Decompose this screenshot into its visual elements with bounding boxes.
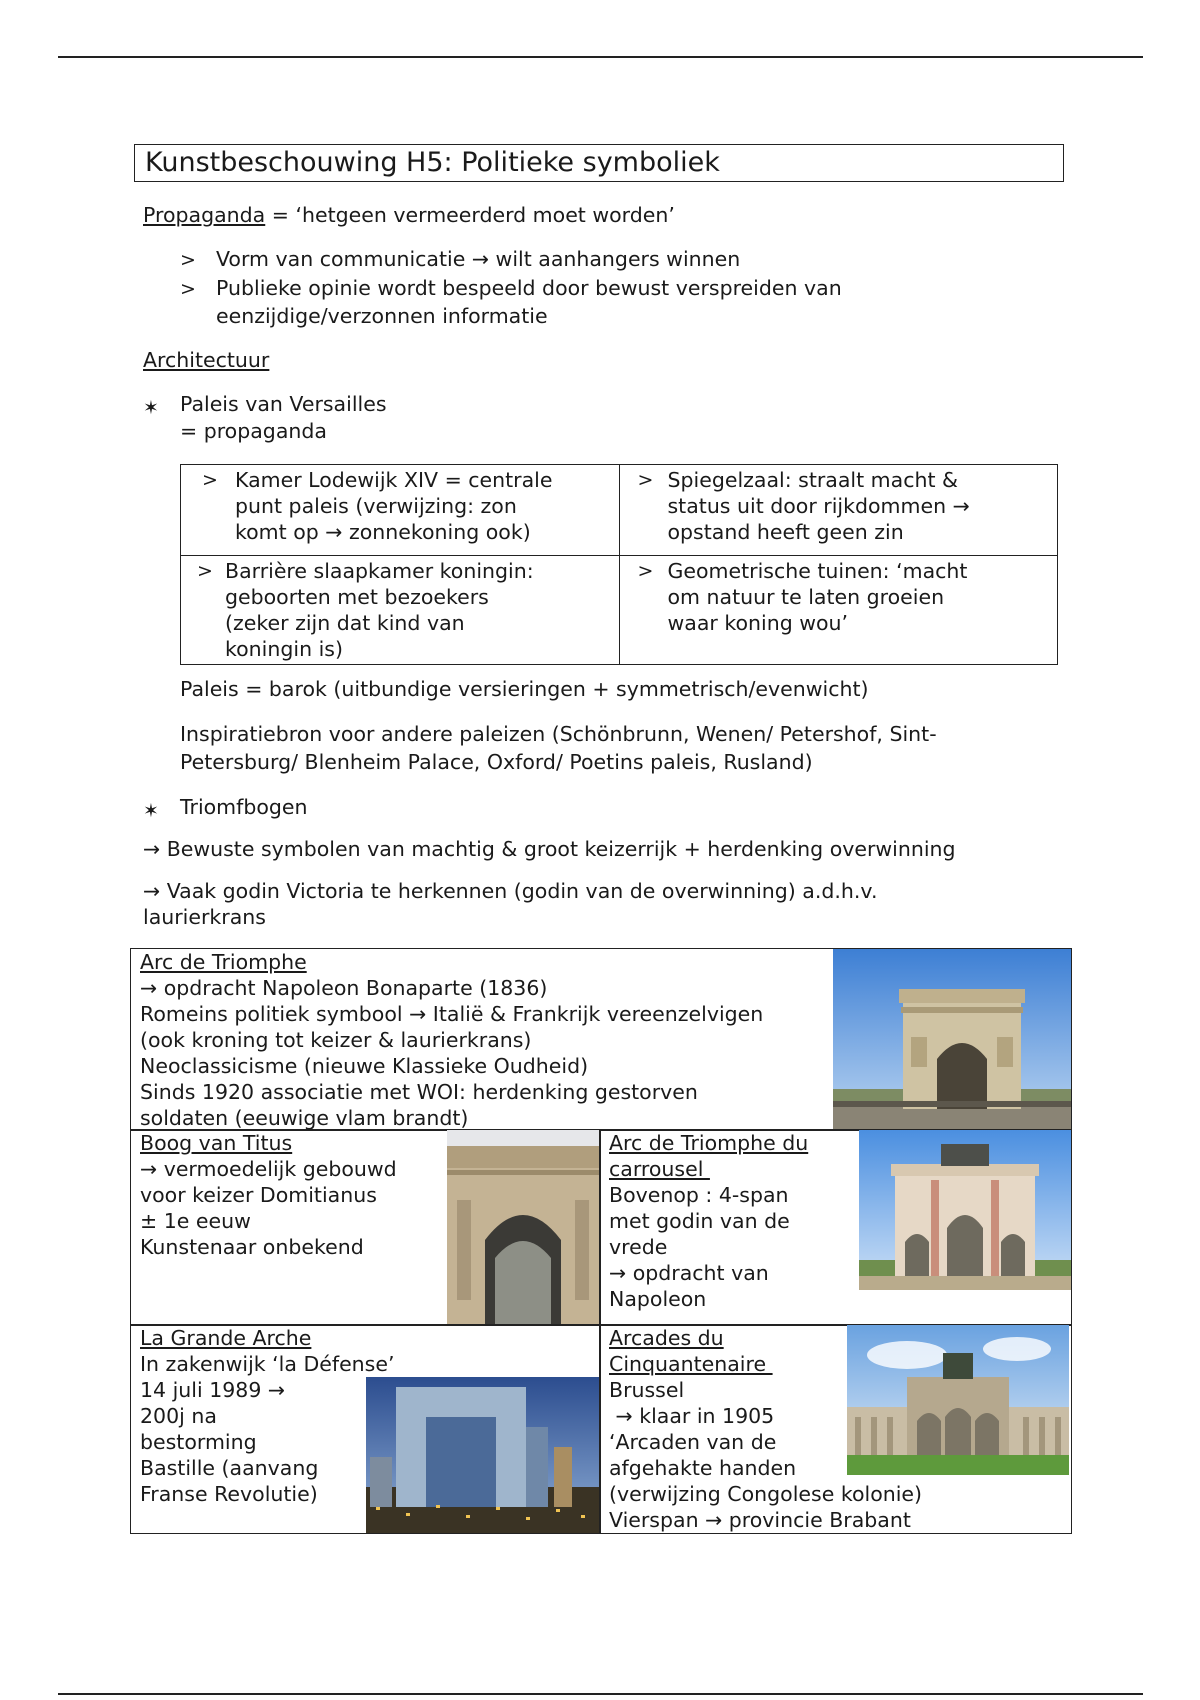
boog-van-titus-cell <box>131 1130 451 1260</box>
grande-arche-name: La Grande Arche <box>140 1326 312 1350</box>
cell-line: Brussel <box>609 1378 685 1402</box>
versailles-cell: > Kamer Lodewijk XIV = centrale punt paleis (verwijzing: zon komt op → zonnekoning ook) <box>181 465 620 556</box>
cell-line: punt paleis (verwijzing: zon <box>235 494 517 518</box>
cell-line: Bastille (aanvang <box>140 1456 319 1480</box>
cell-line: (zeker zijn dat kind van <box>225 611 465 635</box>
cell-line: vrede <box>609 1235 668 1259</box>
cell-line: met godin van de <box>609 1209 790 1233</box>
carrousel-name: carrousel <box>609 1157 710 1181</box>
versailles-inspiration: Inspiratiebron voor andere paleizen (Schönbrunn, Wenen/ Petershof, Sint- <box>180 722 937 746</box>
cell-line: ± 1e eeuw <box>140 1209 251 1233</box>
bottom-rule <box>58 1693 1143 1695</box>
cell-line: 200j na <box>140 1404 217 1428</box>
propaganda-definition-text: = ‘hetgeen vermeerderd moet worden’ <box>271 203 675 227</box>
carrousel-photo <box>859 1130 1071 1290</box>
boog-van-titus-name: Boog van Titus <box>140 1131 293 1155</box>
cell-line: Barrière slaapkamer koningin: <box>225 559 534 583</box>
triomfbogen-title: Triomfbogen <box>180 795 308 819</box>
cell-line: ‘Arcaden van de <box>609 1430 777 1454</box>
cell-line: koningin is) <box>225 637 343 661</box>
versailles-style: Paleis = barok (uitbundige versieringen + symmetrisch/evenwicht) <box>180 677 869 701</box>
triomfbogen-point: → Bewuste symbolen van machtig & groot keizerrijk + herdenking overwinning <box>143 837 956 861</box>
cell-line: Kunstenaar onbekend <box>140 1235 364 1259</box>
versailles-title: Paleis van Versailles <box>180 392 387 416</box>
cell-line: (verwijzing Congolese kolonie) <box>609 1482 923 1506</box>
propaganda-bullet: Vorm van communicatie → wilt aanhangers winnen <box>216 247 741 271</box>
cell-line: status uit door rijkdommen → <box>667 494 970 518</box>
propaganda-term: Propaganda <box>143 203 266 227</box>
cell-line: bestorming <box>140 1430 257 1454</box>
arc-de-triomphe-name: Arc de Triomphe <box>140 950 307 974</box>
cell-line: → opdracht Napoleon Bonaparte (1836) <box>140 976 548 1000</box>
cell-line: Vierspan → provincie Brabant <box>609 1508 911 1532</box>
cell-line: In zakenwijk ‘la Défense’ <box>140 1352 395 1376</box>
triomfbogen-point: → Vaak godin Victoria te herkennen (godin van de overwinning) a.d.h.v. <box>143 879 878 903</box>
cell-line: → opdracht van <box>609 1261 769 1285</box>
cell-line: Geometrische tuinen: ‘macht <box>667 559 968 583</box>
versailles-cell: > Barrière slaapkamer koningin: geboorten met bezoekers (zeker zijn dat kind van koningin is) <box>181 556 620 665</box>
cell-line: Kamer Lodewijk XIV = centrale <box>235 468 553 492</box>
versailles-table <box>180 464 1058 665</box>
carrousel-cell <box>600 1130 830 1312</box>
top-rule <box>58 56 1143 58</box>
cell-line: opstand heeft geen zin <box>667 520 904 544</box>
arc-de-triomphe-cell <box>131 949 831 1131</box>
cell-line: komt op → zonnekoning ook) <box>235 520 531 544</box>
cell-line: 14 juli 1989 → <box>140 1378 286 1402</box>
cell-line: Bovenop : 4-span <box>609 1183 789 1207</box>
propaganda-definition <box>143 202 675 228</box>
carrousel-name: Arc de Triomphe du <box>609 1131 809 1155</box>
arches-table <box>130 948 1072 1534</box>
cinquantenaire-name: Cinquantenaire <box>609 1352 773 1376</box>
cell-line: Napoleon <box>609 1287 707 1311</box>
cell-line: Spiegelzaal: straalt macht & <box>667 468 959 492</box>
cell-line: Romeins politiek symbool → Italië & Frankrijk vereenzelvigen <box>140 1002 764 1026</box>
propaganda-bullet: Publieke opinie wordt bespeeld door bewust verspreiden van <box>216 276 842 300</box>
versailles-cell: > Geometrische tuinen: ‘macht om natuur te laten groeien waar koning wou’ <box>619 556 1058 665</box>
versailles-subtitle: = propaganda <box>180 419 327 443</box>
page-title: Kunstbeschouwing H5: Politieke symboliek <box>134 144 1064 182</box>
cinquantenaire-photo <box>847 1325 1069 1475</box>
cell-line: voor keizer Domitianus <box>140 1183 377 1207</box>
cinquantenaire-name: Arcades du <box>609 1326 724 1350</box>
star-bullet-icon: ✶ <box>143 800 159 822</box>
cell-line: (ook kroning tot keizer & laurierkrans) <box>140 1028 532 1052</box>
versailles-inspiration: Petersburg/ Blenheim Palace, Oxford/ Poetins paleis, Rusland) <box>180 750 813 774</box>
cell-line: → vermoedelijk gebouwd <box>140 1157 397 1181</box>
cell-line: afgehakte handen <box>609 1456 797 1480</box>
cell-line: Sinds 1920 associatie met WOI: herdenking gestorven <box>140 1080 698 1104</box>
bullet-marker: > <box>180 249 196 271</box>
cell-line: geboorten met bezoekers <box>225 585 489 609</box>
propaganda-bullet-continued: eenzijdige/verzonnen informatie <box>216 304 548 328</box>
cell-line: om natuur te laten groeien <box>667 585 945 609</box>
grande-arche-photo <box>366 1377 599 1533</box>
architectuur-heading: Architectuur <box>143 348 270 372</box>
cell-line: waar koning wou’ <box>667 611 849 635</box>
versailles-cell: > Spiegelzaal: straalt macht & status uit door rijkdommen → opstand heeft geen zin <box>619 465 1058 556</box>
cell-line: Franse Revolutie) <box>140 1482 318 1506</box>
boog-van-titus-photo <box>447 1130 599 1324</box>
star-bullet-icon: ✶ <box>143 397 159 419</box>
cell-line: Neoclassicisme (nieuwe Klassieke Oudheid) <box>140 1054 589 1078</box>
bullet-marker: > <box>180 278 196 300</box>
cell-line: soldaten (eeuwige vlam brandt) <box>140 1106 469 1130</box>
cell-line: → klaar in 1905 <box>609 1404 775 1428</box>
arc-de-triomphe-photo <box>833 949 1071 1129</box>
triomfbogen-point-continued: laurierkrans <box>143 905 266 929</box>
